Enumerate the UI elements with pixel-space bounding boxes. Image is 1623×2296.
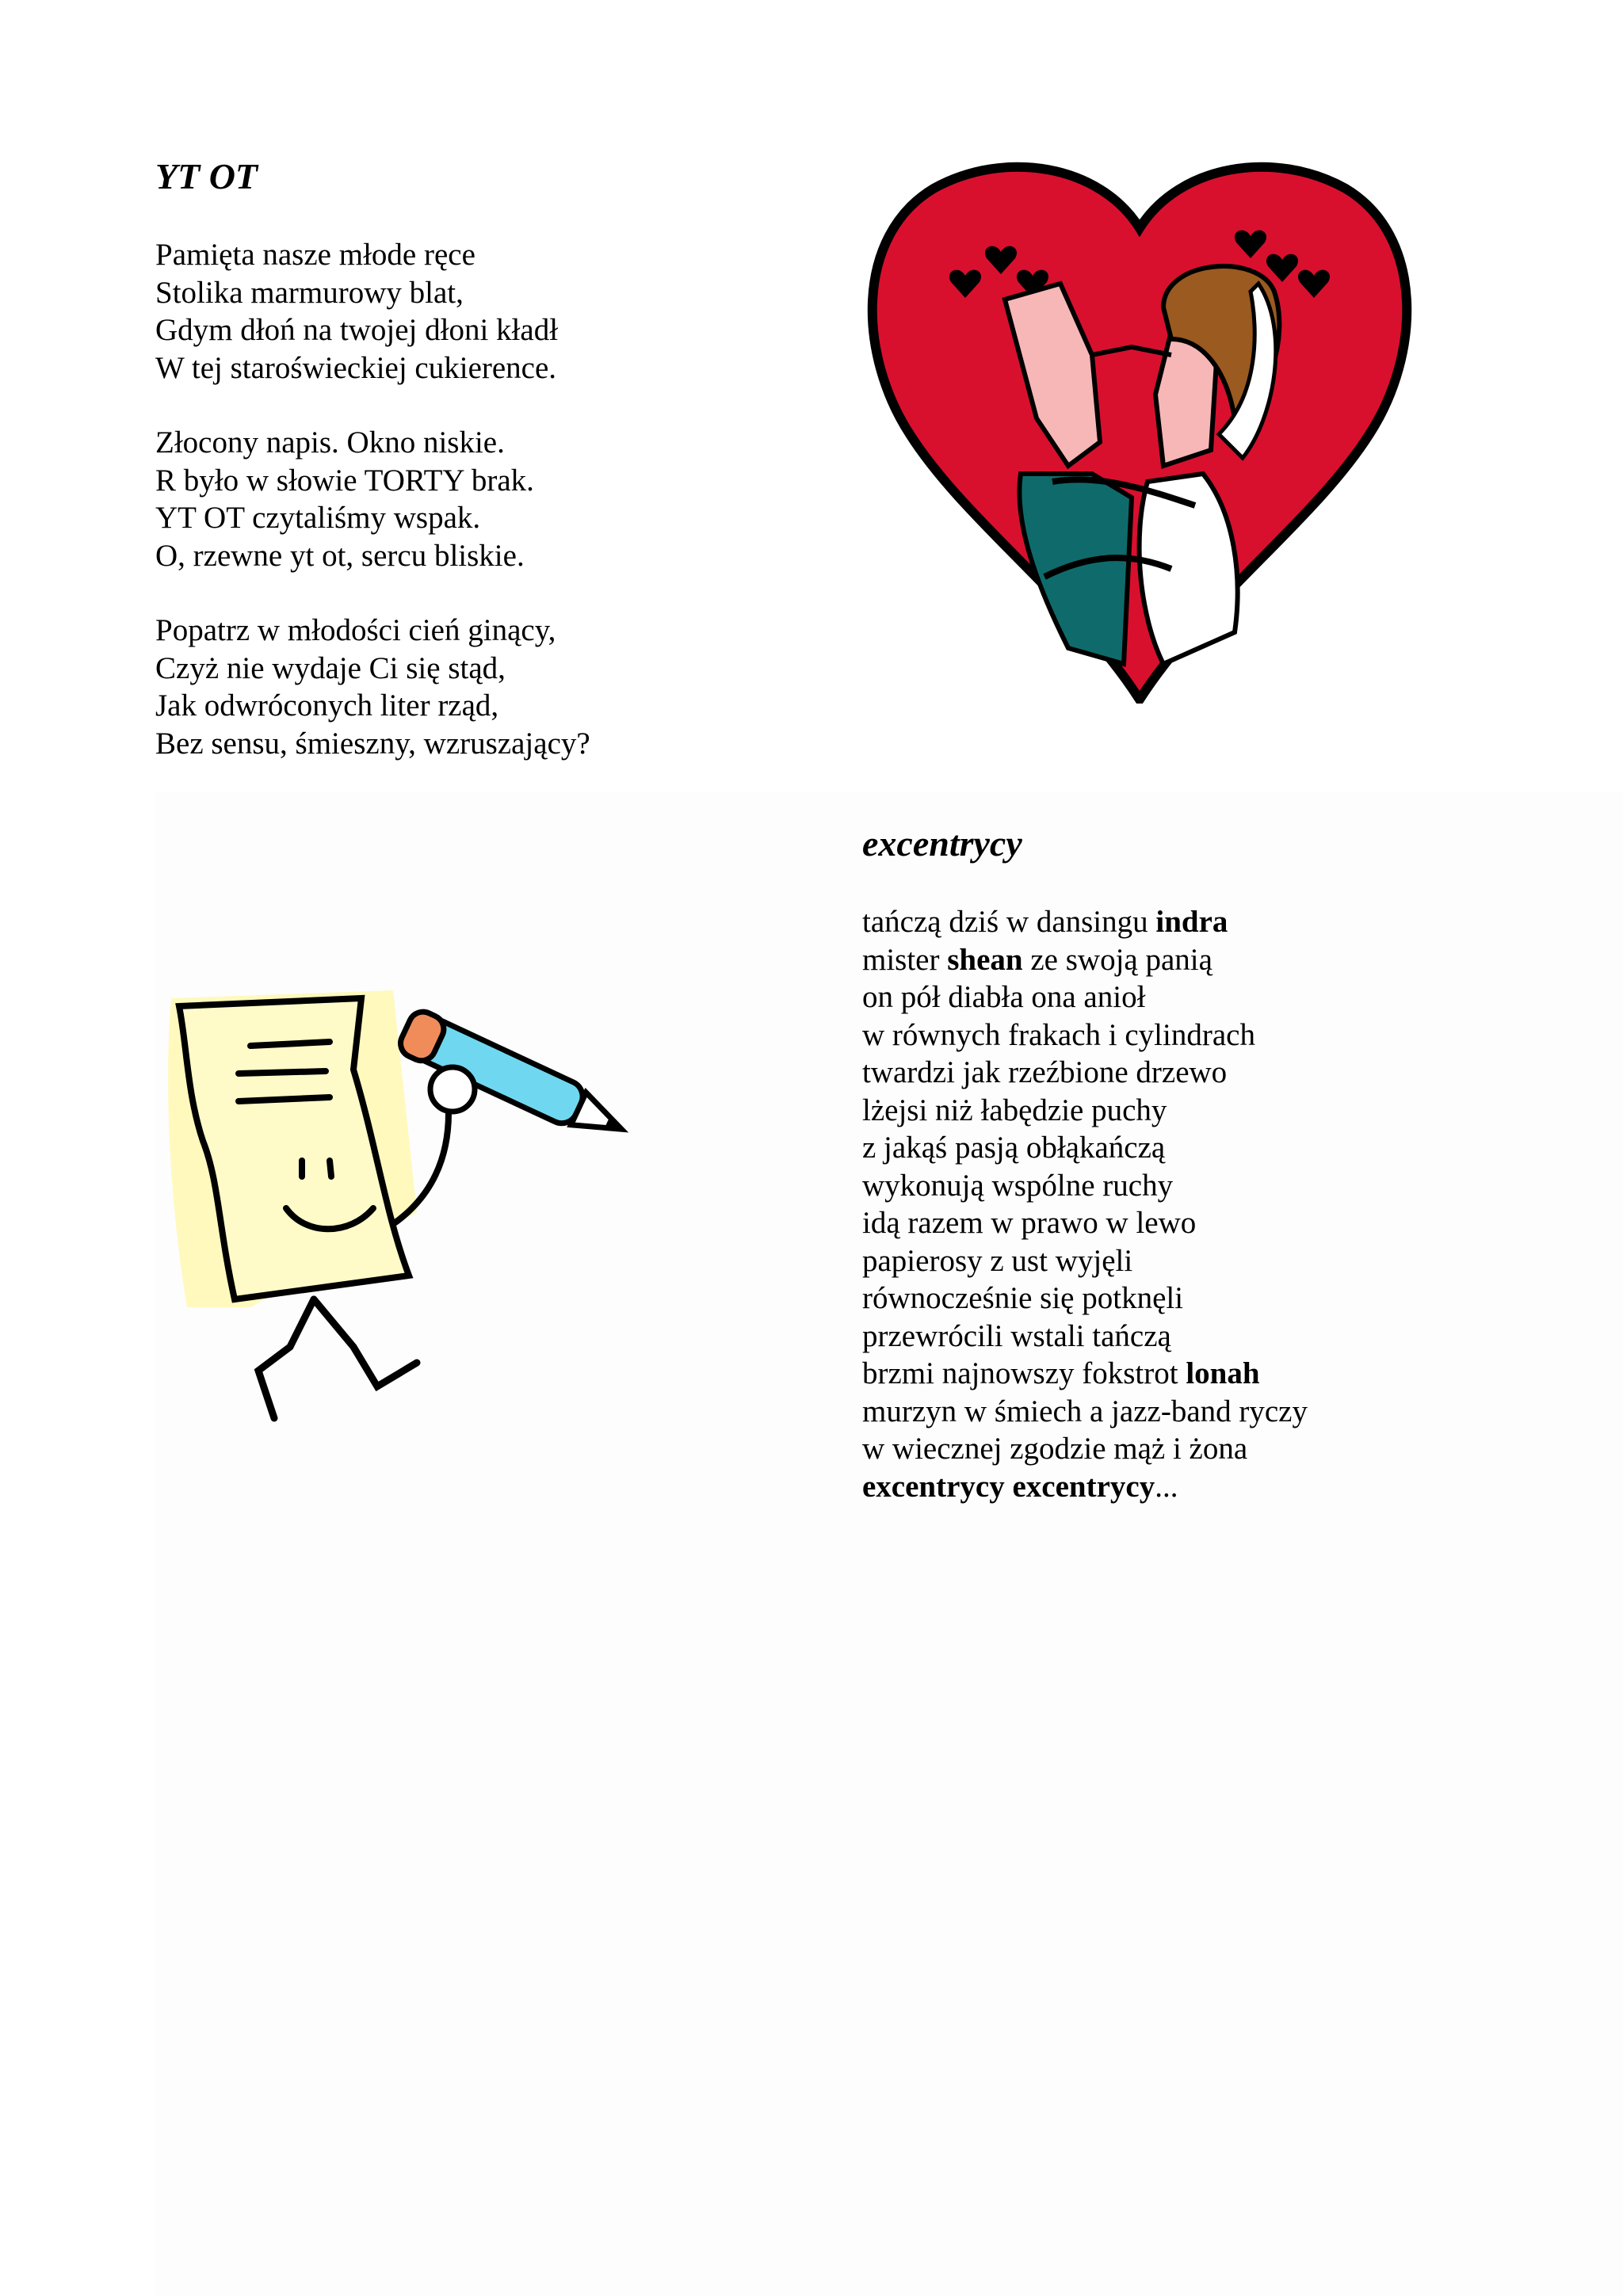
poem-line: w wiecznej zgodzie mąż i żona (862, 1432, 1248, 1466)
poem-line: R było w słowie TORTY brak. (155, 463, 534, 498)
poem-line: Bez sensu, śmieszny, wzruszający? (155, 726, 590, 761)
poem-line: tańczą dziś w dansingu indra (862, 905, 1228, 939)
poem-line: brzmi najnowszy fokstrot lonah (862, 1356, 1260, 1390)
poem-line: z jakąś pasją obłąkańczą (862, 1131, 1166, 1165)
poem-line: Czyż nie wydaje Ci się stąd, (155, 650, 506, 685)
poem-line: wykonują wspólne ruchy (862, 1168, 1174, 1203)
poem-title: YT OT (155, 156, 258, 196)
poem-line: idą razem w prawo w lewo (862, 1206, 1197, 1240)
poem-line: Stolika marmurowy blat, (155, 275, 464, 310)
writing-paper-character-icon (155, 974, 639, 1450)
poem-line: twardzi jak rzeźbione drzewo (862, 1055, 1228, 1089)
poem-line: Gdym dłoń na twojej dłoni kładł (155, 313, 559, 347)
poem-line: Złocony napis. Okno niskie. (155, 425, 505, 460)
kissing-couple-heart-icon (862, 157, 1417, 704)
poem-line: O, rzewne yt ot, sercu bliskie. (155, 538, 525, 573)
poem-line: YT OT czytaliśmy wspak. (155, 501, 481, 535)
poem-line: mister shean ze swoją panią (862, 942, 1212, 977)
poem-line: on pół diabła ona anioł (862, 980, 1146, 1014)
poem-line: papierosy z ust wyjęli (862, 1243, 1133, 1278)
poem-line: excentrycy excentrycy... (862, 1469, 1178, 1504)
poem-line: Popatrz w młodości cień ginący, (155, 613, 556, 647)
stanza (155, 236, 710, 387)
poem-line: przewrócili wstali tańczą (862, 1318, 1171, 1353)
poem-yt-ot (155, 155, 710, 799)
poem-line: W tej staroświeckiej cukierence. (155, 350, 557, 385)
poem-line: Jak odwróconych liter rząd, (155, 688, 499, 723)
poem-line: murzyn w śmiech a jazz-band ryczy (862, 1394, 1308, 1428)
poem-line: w równych frakach i cylindrach (862, 1017, 1255, 1052)
stanza (862, 903, 1575, 1505)
stanza (155, 612, 710, 762)
stanza (155, 424, 710, 574)
poem-excentrycy (862, 822, 1575, 1543)
poem-line: Pamięta nasze młode ręce (155, 238, 475, 272)
poem-line: lżejsi niż łabędzie puchy (862, 1093, 1167, 1127)
poem-title: excentrycy (862, 823, 1022, 864)
poem-line: równocześnie się potknęli (862, 1281, 1184, 1315)
